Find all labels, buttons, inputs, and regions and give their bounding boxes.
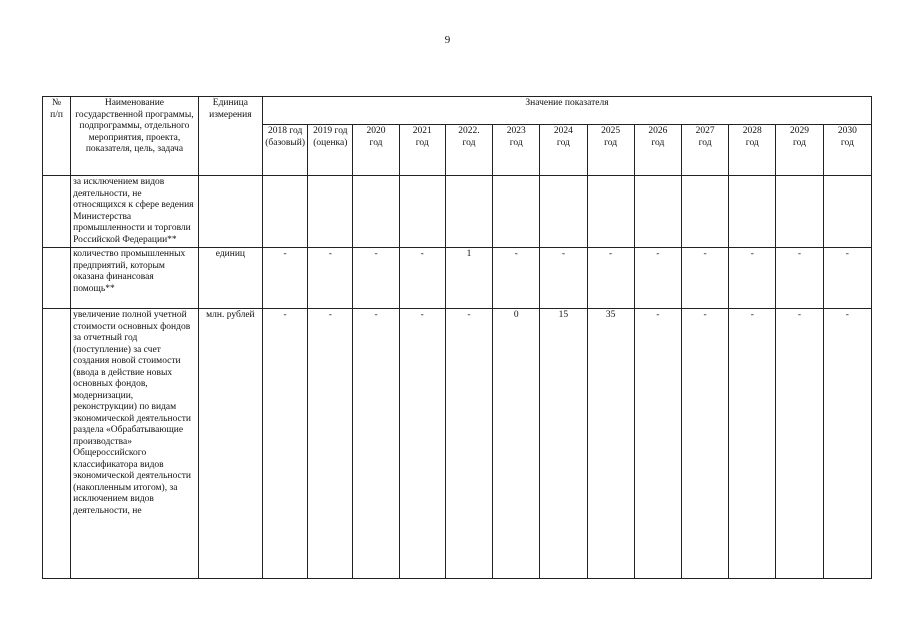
- header-year-note: год: [651, 137, 665, 148]
- header-year-3: [399, 125, 445, 176]
- indicator-value: -: [399, 309, 445, 579]
- header-year-2: [353, 125, 399, 176]
- header-year-label: 2020: [366, 126, 386, 137]
- header-year-label: 2018 год: [267, 126, 303, 137]
- indicator-value: -: [353, 248, 399, 309]
- indicator-value: -: [729, 309, 776, 579]
- header-year-label: 2021: [412, 126, 432, 137]
- indicator-value: 0: [493, 309, 540, 579]
- header-year-8: [634, 125, 681, 176]
- header-year-note: год: [745, 137, 759, 148]
- header-year-10: [729, 125, 776, 176]
- indicator-value: [308, 176, 353, 248]
- header-year-label: 2028: [742, 126, 762, 137]
- indicator-value: -: [493, 248, 540, 309]
- header-year-9: [681, 125, 728, 176]
- indicator-value: [445, 176, 492, 248]
- header-year-7: [587, 125, 634, 176]
- indicator-value: [263, 176, 308, 248]
- header-year-note: (базовый): [265, 137, 306, 148]
- header-year-11: [776, 125, 823, 176]
- header-year-4: [445, 125, 492, 176]
- header-year-note: год: [462, 137, 476, 148]
- header-year-note: год: [793, 137, 806, 148]
- indicator-value: [540, 176, 587, 248]
- header-year-label: 2022.: [458, 126, 480, 137]
- header-year-note: год: [369, 137, 383, 148]
- header-year-6: [540, 125, 587, 176]
- indicator-value: -: [681, 309, 728, 579]
- table-row: [43, 176, 872, 248]
- indicator-value: [634, 176, 681, 248]
- indicator-value: -: [399, 248, 445, 309]
- indicator-name: увеличение полной учетной стоимости основных фондов за отчетный год (поступление) за счет создания новой стоимости (ввода в действие новых основных фондов, модернизации, реконструкции) по видам экономической деятельности раздела «Обрабатывающие производства» Общероссийского классификатора видов экономической деятельности (накопленным итогом), за исключением видов деятельности, не: [71, 309, 199, 579]
- table-row: [43, 309, 872, 579]
- row-number: [43, 309, 71, 579]
- header-year-label: 2029: [790, 126, 810, 137]
- indicator-value: -: [776, 309, 823, 579]
- indicator-value: -: [308, 309, 353, 579]
- table-row: [43, 248, 872, 309]
- indicator-value: [353, 176, 399, 248]
- header-year-label: 2026: [648, 126, 668, 137]
- header-year-5: [493, 125, 540, 176]
- indicator-value: 1: [445, 248, 492, 309]
- indicator-value: -: [263, 248, 308, 309]
- header-year-label: 2024: [553, 126, 573, 137]
- indicator-value: -: [540, 248, 587, 309]
- indicator-value: -: [445, 309, 492, 579]
- page-number: 9: [444, 34, 451, 46]
- indicator-value: -: [353, 309, 399, 579]
- indicator-value: [729, 176, 776, 248]
- header-year-note: год: [556, 137, 570, 148]
- indicator-value: 15: [540, 309, 587, 579]
- indicator-value: [587, 176, 634, 248]
- indicator-value: [493, 176, 540, 248]
- header-year-note: год: [840, 137, 854, 148]
- indicator-unit: единиц: [198, 248, 262, 309]
- row-number: [43, 248, 71, 309]
- header-indicator-value: Значение показателя: [263, 97, 872, 125]
- indicator-value: -: [634, 309, 681, 579]
- indicator-value: -: [308, 248, 353, 309]
- header-year-label: 2023: [506, 126, 526, 137]
- header-year-12: [823, 125, 871, 176]
- indicator-value: [776, 176, 823, 248]
- indicator-value: -: [681, 248, 728, 309]
- header-year-note: (оценка): [313, 137, 348, 148]
- header-year-note: год: [698, 137, 712, 148]
- indicator-value: -: [823, 309, 871, 579]
- header-year-label: 2030: [837, 126, 857, 137]
- indicators-table: [42, 96, 872, 579]
- header-year-1: [308, 125, 353, 176]
- header-year-note: год: [509, 137, 523, 148]
- indicator-value: -: [263, 309, 308, 579]
- header-year-0: [263, 125, 308, 176]
- header-name: Наименование государственной программы, подпрограммы, отдельного мероприятия, проекта, показателя, цель, задача: [71, 97, 199, 176]
- header-year-note: год: [415, 137, 429, 148]
- indicator-unit: [198, 176, 262, 248]
- header-year-note: год: [604, 137, 618, 148]
- indicator-value: -: [634, 248, 681, 309]
- header-row-top: [43, 97, 872, 125]
- header-year-label: 2027: [695, 126, 715, 137]
- indicator-name: количество промышленных предприятий, которым оказана финансовая помощь**: [71, 248, 199, 309]
- indicator-value: 35: [587, 309, 634, 579]
- indicator-value: [681, 176, 728, 248]
- header-year-label: 2019 год: [313, 126, 348, 137]
- indicator-value: -: [587, 248, 634, 309]
- indicator-value: -: [823, 248, 871, 309]
- header-year-label: 2025: [601, 126, 621, 137]
- indicator-value: [399, 176, 445, 248]
- indicator-value: -: [776, 248, 823, 309]
- indicator-value: -: [729, 248, 776, 309]
- header-unit: Единица измерения: [198, 97, 262, 176]
- indicator-value: [823, 176, 871, 248]
- indicator-name: за исключением видов деятельности, не относящихся к сфере ведения Министерства промышленности и торговли Российской Федерации**: [71, 176, 199, 248]
- header-number: № п/п: [43, 97, 71, 176]
- row-number: [43, 176, 71, 248]
- indicator-unit: млн. рублей: [198, 309, 262, 579]
